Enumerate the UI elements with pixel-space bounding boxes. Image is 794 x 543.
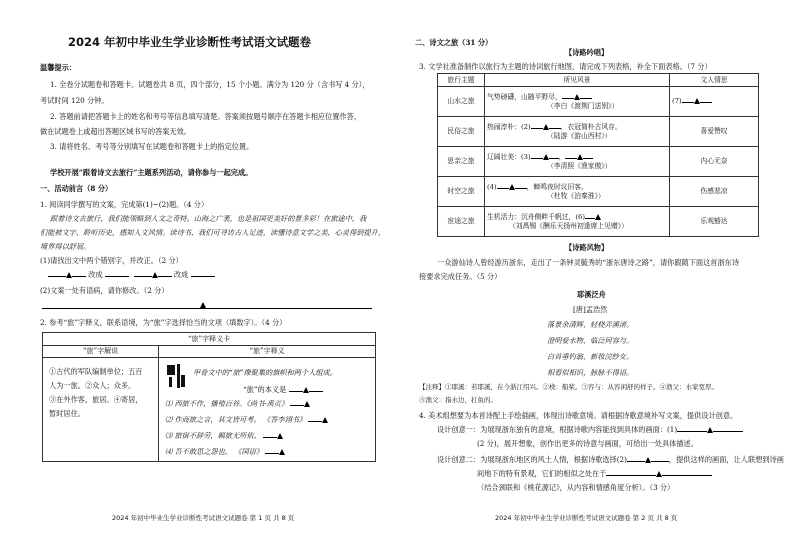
triangle-marker-icon [645,457,651,463]
poem-title: 耶溪泛舟 [577,290,606,299]
card-title: “旅”字释义卡 [43,333,375,346]
question-1-1: (1)请找出文中两个错别字，并改正。（2 分） [40,256,183,265]
table-row [438,207,759,237]
table-row [438,177,759,207]
triangle-marker-icon [200,302,206,308]
note-line: 1. 全卷分试题卷和答题卡。试题卷共 8 页，四个部分，15 个小题。满分为 120 分（含书写 4 分）， [50,80,370,89]
ancient-character-glyph [165,363,187,389]
page-title: 2024 年初中毕业生学业诊断性考试语文试题卷 [68,35,312,49]
table-cell: 喜爱赞叹 [670,117,759,147]
table-cell[interactable]: 热闹淳朴：(2) ，衣冠简朴古风存。 （陆游《游山西村》） [485,117,670,147]
note-line: 考试时间 120 分钟。 [40,96,109,105]
poem-line: 白首垂钓翁，新妆浣纱女。 [547,352,634,361]
triangle-marker-icon [66,272,72,278]
meaning-line: 甲骨文中的“旅”像聚集的旗帜和两个人组成。 [193,368,337,377]
table-cell: 内心无奈 [670,147,759,177]
table-header-row [438,74,759,87]
column-header: “旅”字释义 [159,345,375,358]
design-idea: (2 分)，展开想象，创作出更多的诗意与画面，可给出一处具体描述。 [477,439,698,448]
meaning-line: ⑴ 西旅不作，播殖百谷。《尚书·禹贡》 [165,399,310,408]
answer-line[interactable] [42,308,372,309]
question-4: 4. 美术组想要为本首诗配上手绘插画，体现出诗歌意境。请根据诗歌意境补写文案，提供设计创意。 [419,411,738,420]
triangle-marker-icon [304,401,310,407]
poem-line: 澄明爱水物，临泛何容与。 [547,336,634,345]
intro-text: 学校开展“跟着诗文去旅行”主题系列活动，请你参与一起完成。 [50,168,253,177]
question-3: 3. 文学社准备制作以旅行为主题的诗词旅行地图，请完成下列表格，补全下面表格。（7 分） [419,62,712,71]
note-line: 做在试题卷上或超出答题区域书写的答案无效。 [40,127,191,136]
design-idea[interactable]: 设计创意二：为展现浙东地区的风土人情，根据诗歌选择(2) ，提供这样的画面，让人联想到诗画 [437,455,784,464]
question-2: 2. 参考“旅”字释义，联系语境，为“旅”字选择恰当的文项（填数字）。（4 分） [40,318,287,327]
table-cell[interactable]: (7) [670,87,759,117]
triangle-marker-icon [152,272,158,278]
question-1-2: (2)文案一处有语病，请你修改。（2 分） [40,286,169,295]
table-header-cell: 所见风景 [485,74,670,87]
table-cell: 宦途之旅 [438,207,485,237]
section-heading: 二、诗文之旅（31 分） [415,38,493,47]
table-cell: 思亲之旅 [438,147,485,177]
poem-line: 落景余清辉，轻桡弄溪渚。 [547,320,634,329]
page-footer: 2024 年初中毕业生学业诊断性考试语文试题卷 第 1 页 共 8 页 [112,514,295,522]
table-header-cell: 旅行主题 [438,74,485,87]
poem-line: 相看似相识，脉脉不得语。 [547,368,634,377]
table-header-cell: 文人情思 [670,74,759,87]
answer-blank-row[interactable] [48,270,215,279]
meaning-line: ⑷ 吾不敢思之怨也。 《国语》 [165,447,285,456]
note-line: 3. 请将姓名、考号等分别填写在试题卷和答题卡上的指定位置。 [50,142,254,151]
blank-label: 改成 [173,270,189,279]
question-4-lead: 一众游仙诗人曾经游历浙东，走出了一条钟灵毓秀的“浙东唐诗之路”，请你跟随下面这首浙东诗 [437,258,740,267]
definition-card [42,332,376,462]
table-row [438,87,759,117]
design-idea[interactable]: 设计创意一：为展现浙东独有的意境，根据诗歌内容能找到具体的画面：(1) [437,425,743,434]
explain-line: 人为一旅。②众人；众多。 [49,381,136,390]
meaning-line: ⑶ 旅宿不辞劳，羁旅无所依。 [165,431,283,440]
triangle-marker-icon [277,433,283,439]
poem-author: [唐]孟浩然 [573,305,608,314]
page-footer: 2024 年初中毕业生学业诊断性考试语文试题卷 第 2 页 共 8 页 [495,514,678,522]
notes-heading: 温馨提示： [40,63,76,72]
poetry-table [437,73,759,237]
column-header: “旅”字解说 [43,345,159,358]
table-row [438,117,759,147]
poem-notes: 【注释】①耶溪：若耶溪，在今浙江绍兴。②桡：船桨。③容与：从容闲舒的样子。④渔父：水家宽厚。 [419,383,718,391]
triangle-marker-icon [656,471,662,477]
table-cell: 山水之旅 [438,87,485,117]
table-cell: 乐观豁达 [670,207,759,237]
meaning-line: ⑵ 作商旅之言，其文皆可考。 《答李翊书》 [165,415,328,424]
triangle-marker-icon [279,449,285,455]
table-cell: 时空之旅 [438,177,485,207]
design-idea: （结合颈联和《桃花源记》，从内容和情感角度分析）。（3 分） [477,483,675,492]
table-cell[interactable]: 生机活力：沉舟侧畔千帆过，(6) （刘禹锡《酬乐天扬州初逢席上见赠》） [485,207,670,237]
blank-label: 改成 [88,270,103,279]
design-idea[interactable]: 间地下的特有景观，它们的相似之处在于 [477,469,712,478]
triangle-marker-icon [707,427,713,433]
explain-line: ①古代的军队编制单位；五百 [49,367,143,376]
explain-line: ③在外作客，旅居。④寄居， [49,395,143,404]
exam-page-2 [397,0,794,543]
question-1: 1. 阅读同学撰写的文案，完成第(1)~(2)题。（4 分） [40,200,209,209]
question-4-lead: 接要求完成任务。（5 分） [419,272,502,281]
table-cell: 伤感悲凉 [670,177,759,207]
explain-line: 暂时居住。 [49,409,85,418]
table-cell[interactable]: 辽阔壮美：(3) ， （李清照《渔家傲》） [485,147,670,177]
table-cell[interactable]: (4) ，蝉鸣夜时议旧客。 （杜牧《泊秦淮》） [485,177,670,207]
table-row [438,147,759,177]
passage-line: 们能被文字、聆听历史，感知人文风情。读诗书，我们可寻访古人足迹，读懂诗意文学之美，心灵得到提升， [40,228,386,237]
table-cell[interactable]: 气势磅礴，山随平野尽， （李白《渡荆门送别》） [485,87,670,117]
table-cell: 民俗之旅 [438,117,485,147]
poem-notes: ⑤渔父：指水边，打鱼的。 [419,396,497,404]
passage-line: 跟着诗文去旅行，我们能领略到人文之奇特。山海之广袤，也是祖国更美好的景多彩！在旅途中，我 [50,214,367,223]
subsection-heading: 【诗路吟唱】 [565,48,609,57]
note-line: 2. 答题前请把答题卡上的姓名和考号等信息填写清楚。答案须按题号顺序在答题卡相应位置作答， [50,112,362,121]
section-heading: 一、活动前言（8 分） [40,184,113,193]
triangle-marker-icon [303,387,309,393]
meaning-line: “旅”的本义是 [243,385,323,394]
subsection-heading: 【诗路风物】 [565,243,609,252]
passage-line: 境界得以舒展。 [40,242,91,251]
triangle-marker-icon [322,417,328,423]
